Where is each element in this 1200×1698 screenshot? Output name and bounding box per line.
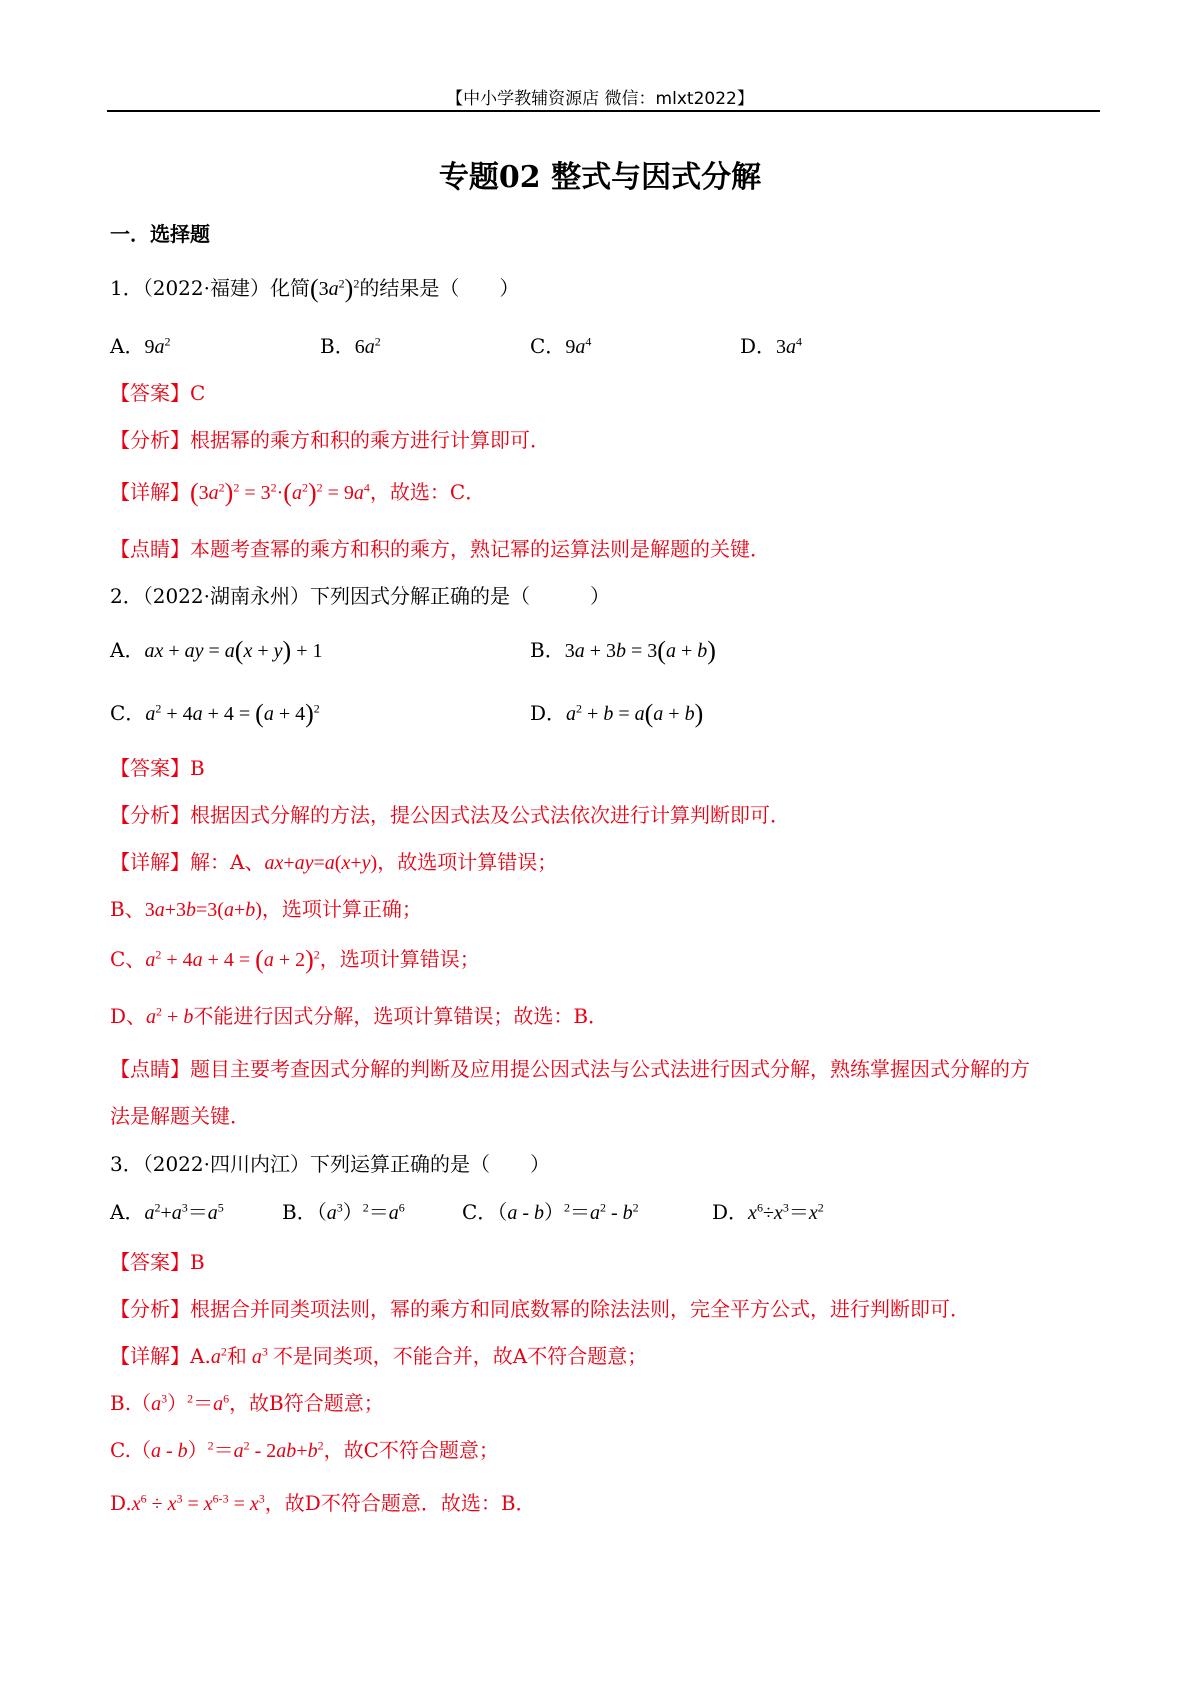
q1-stem-tail: 的结果是（ ） — [359, 276, 520, 300]
q3-detail-b: $B.(a^3)^2=a^6$，故B符合题意； — [110, 1391, 384, 1415]
q1-option-d: D．$3a^4$ — [740, 334, 803, 358]
q1-analysis: 【分析】根据幂的乘方和积的乘方进行计算即可． — [110, 428, 550, 452]
q2-comment-line2: 法是解题关键． — [110, 1104, 250, 1128]
q1-option-b: B．$6a^2$ — [320, 334, 381, 358]
q1-expression: $(3a^2)^2$ — [309, 274, 360, 303]
q2-answer: 【答案】B — [110, 756, 205, 780]
q1-comment: 【点睛】本题考查幂的乘方和积的乘方，熟记幂的运算法则是解题的关键． — [110, 537, 770, 561]
q1-stem-text: 1．（2022·福建）化简 — [110, 276, 310, 300]
q3-detail-c: $C.(a - b)^2=a^2 - 2ab+b^2$，故C不符合题意； — [110, 1438, 499, 1462]
q1-detail: 【详解】$(3a^2)^2 = 3^2\cdot(a^2)^2 = 9a^4$，故选：C． — [110, 478, 486, 507]
q3-option-c: C．$(a - b)^2=a^2 - b^2$ — [462, 1200, 639, 1224]
q1-stem — [110, 272, 519, 304]
header-rule — [107, 110, 1100, 112]
q2-option-a: A．ax + ay = a(x + y) + 1 — [110, 636, 323, 665]
q2-analysis: 【分析】根据因式分解的方法，提公因式法及公式法依次进行计算判断即可． — [110, 803, 790, 827]
q2-stem: 2．（2022·湖南永州）下列因式分解正确的是（ ） — [110, 584, 610, 608]
q3-answer: 【答案】B — [110, 1250, 205, 1274]
q3-option-a: A．$a^2+a^3=a^5$ — [110, 1200, 224, 1224]
q3-detail-a: 【详解】$A.a^2$和 $a^3$ 不是同类项，不能合并，故A不符合题意； — [110, 1344, 648, 1368]
q1-detail-formula: $(3a^2)^2 = 3^2\cdot(a^2)^2 = 9a^4$ — [190, 478, 370, 507]
q2-comment-line1: 【点睛】题目主要考查因式分解的判断及应用提公因式法与公式法进行因式分解，熟练掌握因式分解的方 — [110, 1057, 1030, 1081]
q2-detail-b: B、3a+3b=3(a+b)，选项计算正确； — [110, 897, 422, 921]
q3-analysis: 【分析】根据合并同类项法则，幂的乘方和同底数幂的除法法则，完全平方公式，进行判断即可． — [110, 1297, 970, 1321]
q2-detail-c: C、$a^2 + 4a + 4 = (a + 2)^2$，选项计算错误； — [110, 945, 480, 974]
q2-detail-d: D、$a^2 + b$不能进行因式分解，选项计算错误；故选：B． — [110, 1004, 609, 1028]
section-heading: 一．选择题 — [110, 222, 210, 246]
q1-answer: 【答案】C — [110, 381, 206, 405]
q1-option-c: C．$9a^4$ — [530, 334, 592, 358]
q3-detail-d: $D.x^6 \div x^3 = x^{6-3} = x^3$，故D不符合题意．故选：B． — [110, 1491, 536, 1515]
q3-option-b: B．$(a^3)^2=a^6$ — [282, 1200, 405, 1224]
q2-detail-a: 【详解】解：A、ax+ay=a(x+y)，故选项计算错误； — [110, 850, 558, 874]
page-title: 专题02 整式与因式分解 — [438, 160, 762, 195]
q1-option-a: A．$9a^2$ — [110, 334, 171, 358]
header-text: 【中小学教辅资源店 微信：mlxt2022】 — [446, 89, 754, 109]
q2-option-d: D．$a^2 + b = a(a + b)$ — [530, 699, 704, 728]
q3-stem: 3．（2022·四川内江）下列运算正确的是（ ） — [110, 1152, 550, 1176]
q2-option-c: C．$a^2 + 4a + 4 = (a + 4)^2$ — [110, 699, 320, 728]
q2-option-b: B．3a + 3b = 3(a + b) — [530, 636, 716, 665]
q3-option-d: D．$x^6\div x^3=x^2$ — [712, 1200, 824, 1224]
